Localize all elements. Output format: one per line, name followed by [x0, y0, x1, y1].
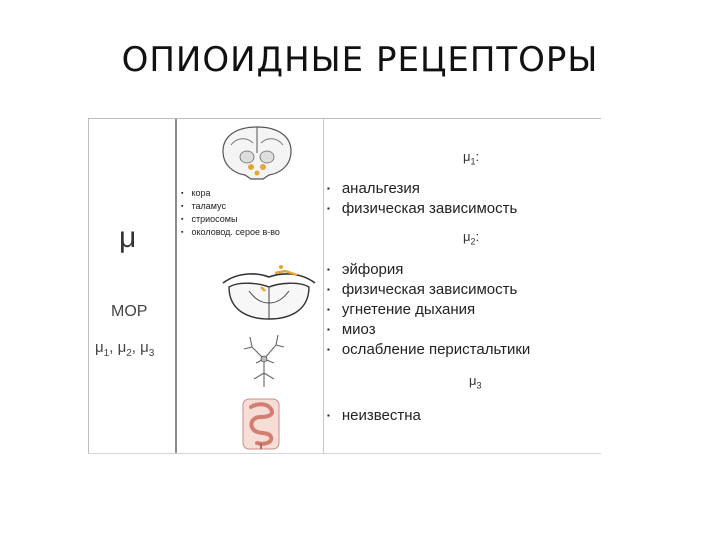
intestine-icon [241, 397, 281, 451]
list-item: ▪ физическая зависимость [327, 280, 530, 300]
subtype-header-mu1: $\mu_1$: [463, 149, 480, 167]
receptor-symbol: μ [119, 221, 137, 254]
brain-coronal-section-icon [217, 123, 297, 181]
effects-list-mu3 [327, 406, 421, 426]
list-item: ▪ анальгезия [327, 179, 517, 199]
list-item: ▪ кора [181, 187, 280, 200]
spinal-cord-section-icon [219, 261, 319, 325]
receptor-subtypes: $\mu_1$, $\mu_2$, $\mu_3$ [95, 339, 155, 359]
column-divider [323, 119, 324, 453]
receptor-table [88, 118, 601, 454]
list-item: ▪ ослабление перистальтики [327, 340, 530, 360]
brain-region-list [181, 187, 280, 239]
list-item: ▪ околовод. серое в-во [181, 226, 280, 239]
list-item: ▪ таламус [181, 200, 280, 213]
list-item: ▪ физическая зависимость [327, 199, 517, 219]
list-item: ▪ неизвестна [327, 406, 421, 426]
list-item: ▪ эйфория [327, 260, 530, 280]
effects-list-mu1 [327, 179, 517, 219]
subtype-header-mu3: $\mu_3$ [469, 373, 482, 391]
receptor-name: MOP [111, 303, 148, 320]
slide-title: ОПИОИДНЫЕ РЕЦЕПТОРЫ [121, 40, 599, 80]
list-item: ▪ угнетение дыхания [327, 300, 530, 320]
effects-list-mu2 [327, 260, 530, 360]
neuron-icon [234, 329, 294, 389]
column-divider [175, 119, 177, 453]
list-item: ▪ миоз [327, 320, 530, 340]
list-item: ▪ стриосомы [181, 213, 280, 226]
subtype-header-mu2: $\mu_2$: [463, 229, 480, 247]
